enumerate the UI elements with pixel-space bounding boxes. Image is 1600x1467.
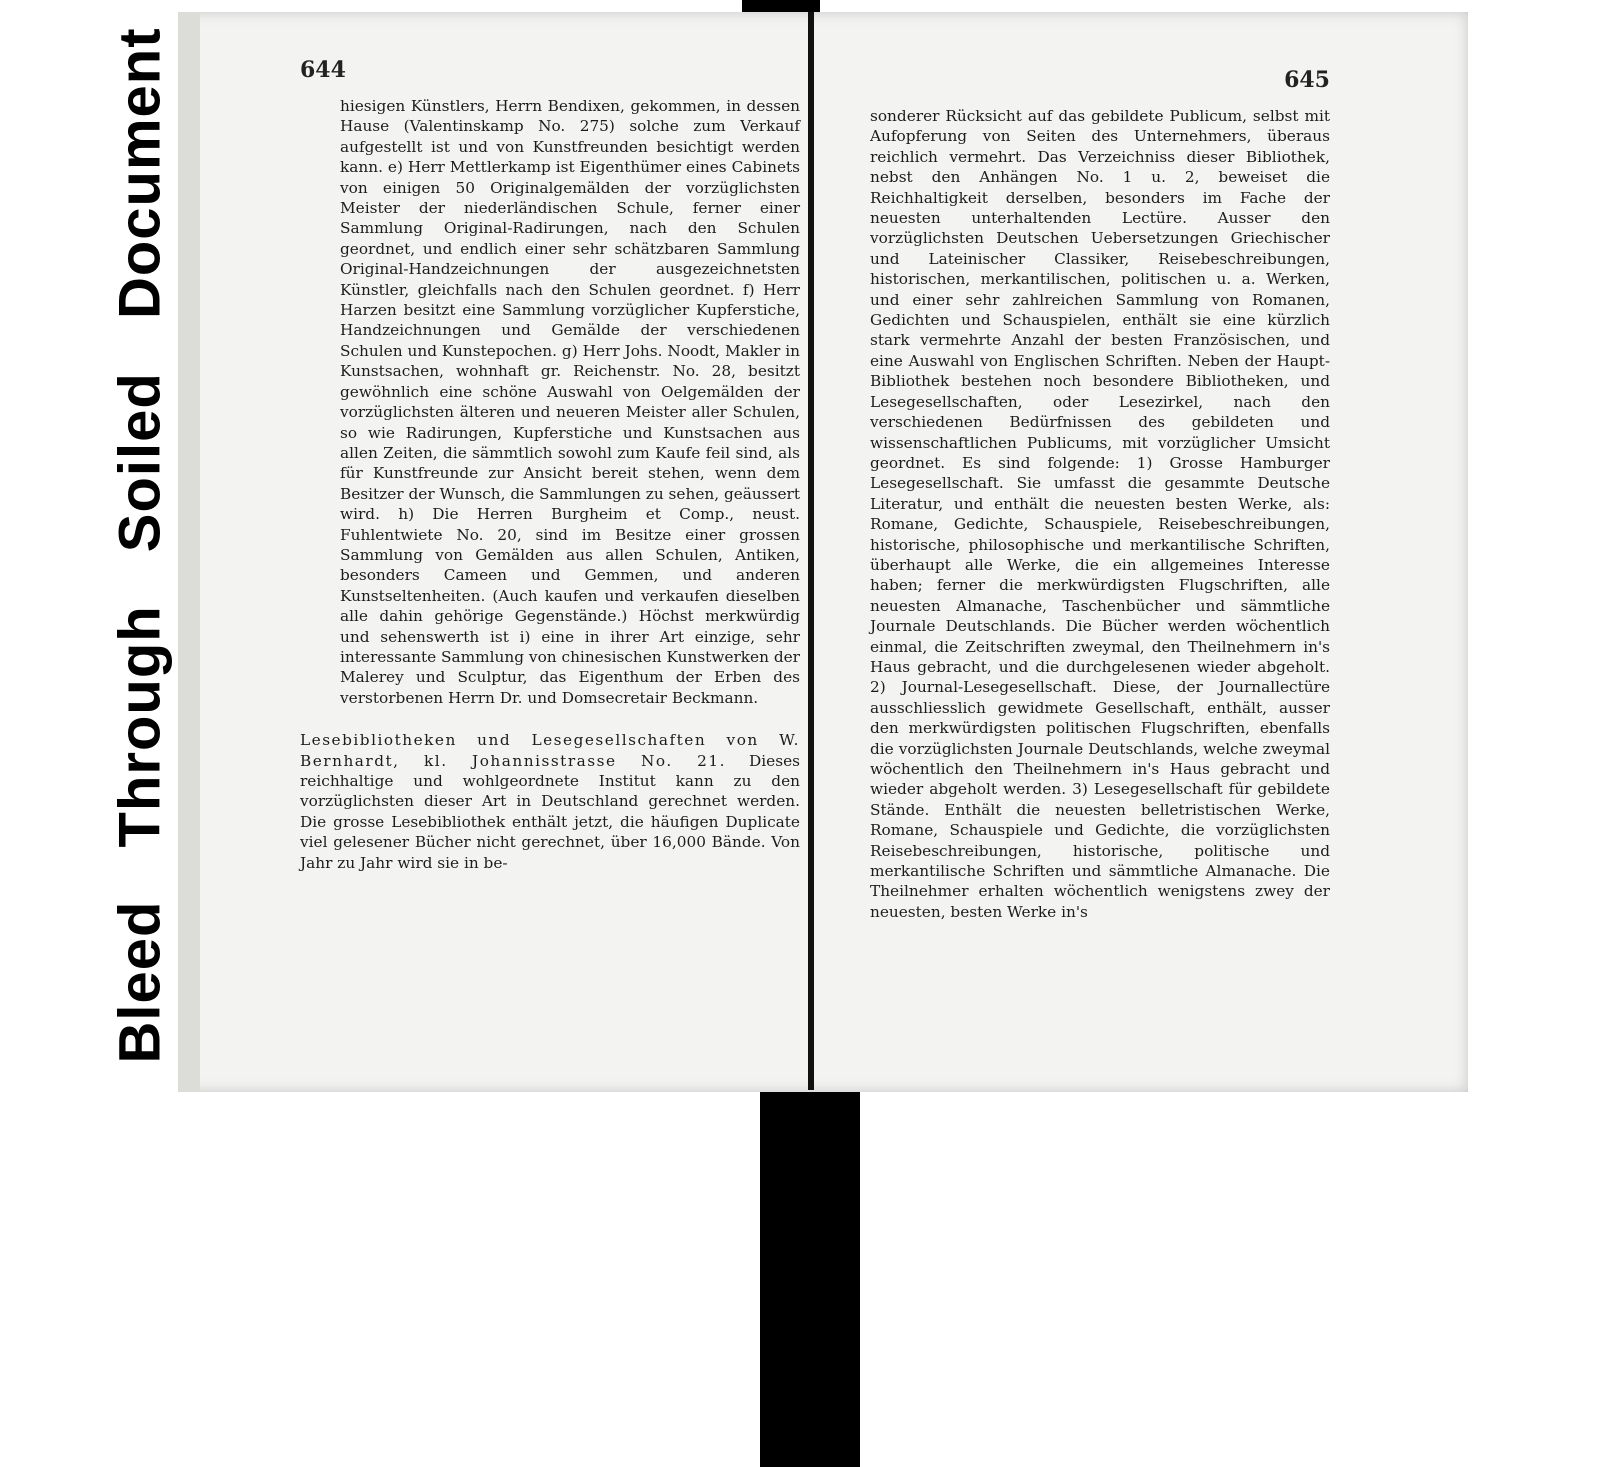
side-label-word-4: Document [107, 26, 173, 319]
side-label-word-1: Bleed [107, 900, 173, 1064]
section-heading: Lesebibliotheken und Lesegesellschaften von W. Bernhardt, kl. Johannisstrasse No. 21. [300, 731, 800, 770]
left-page-number: 644 [300, 57, 346, 83]
side-label-word-3: Soiled [107, 371, 173, 552]
right-page [870, 67, 1330, 922]
top-clamp-bar [742, 0, 820, 12]
page-edge [178, 12, 200, 1092]
side-label-text [107, 9, 174, 1081]
right-page-number: 645 [1284, 67, 1330, 93]
left-page [300, 57, 800, 888]
right-page-body: sonderer Rücksicht auf das gebildete Publicum, selbst mit Aufopferung von Seiten des Unternehmers, überaus reichlich vermehrt. Das Verzeichniss dieser Bibliothek, nebst den Anhängen No. 1 u. 2, beweiset die Reichhaltigkeit derselben, besonders im Fache der neuesten unterhaltenden Lectüre. Ausser den vorzüglichsten Deutschen Uebersetzungen Griechischer und Lateinischer Classiker, Reisebeschreibungen, historischen, merkantilischen, politischen u. a. Werken, und einer sehr zahlreichen Sammlung von Romanen, Gedichten und Schauspielen, enthält sie eine kürzlich stark vermehrte Anzahl der besten Französischen, und eine Auswahl von Englischen Schriften. Neben der Haupt-Bibliothek bestehen noch besondere Bibliotheken, und Lesegesellschaften, oder Lesezirkel, nach den verschiedenen Bedürfnissen des gebildeten und wissenschaftlichen Publicums, mit vorzüglicher Umsicht geordnet. Es sind folgende: 1) Grosse Hamburger Lesegesellschaft. Sie umfasst die gesammte Deutsche Literatur, und enthält die neuesten besten Werke, als: Romane, Gedichte, Schauspiele, Reisebeschreibungen, historische, philosophische und merkantilische Schriften, überhaupt alle Werke, die ein allgemeines Interesse haben; ferner die merkwürdigsten Flugschriften, alle neuesten Almanache, Taschenbücher und sämmtliche Journale Deutschlands. Die Bücher werden wöchentlich einmal, die Zeitschriften zweymal, den Theilnehmern in's Haus gebracht, und die durchgelesenen wieder abgeholt. 2) Journal-Lesegesellschaft. Diese, der Journallectüre ausschliesslich gewidmete Gesellschaft, enthält, ausser den merkwürdigsten politischen Flugschriften, ebenfalls die vorzüglichsten Journale Deutschlands, welche zweymal wöchentlich den Theilnehmern in's Haus gebracht und wieder abgeholt werden. 3) Lesegesellschaft für gebildete Stände. Enthält die neuesten belletristischen Werke, Romane, Schauspiele und Gedichte, die vorzüglichsten Reisebeschreibungen, historische, politische und merkantilische Schriften und sämmtliche Almanache. Die Theilnehmer erhalten wöchentlich wenigstens zwey der neuesten, besten Werke in's [870, 107, 1330, 921]
left-page-section [300, 730, 800, 873]
side-label-word-2: Through [107, 604, 173, 847]
section-body: Dieses reichhaltige und wohlgeordnete Institut kann zu den vorzüglichsten dieser Art in Deutschland gerechnet werden. Die grosse Lesebibliothek enthält jetzt, die häufigen Duplicate viel gelesener Bücher nicht gerechnet, über 16,000 Bände. Von Jahr zu Jahr wird sie in be- [300, 751, 800, 872]
left-page-body: hiesigen Künstlers, Herrn Bendixen, gekommen, in dessen Hause (Valentinskamp No. 275) solche zum Verkauf aufgestellt ist und von Kunstfreunden besichtigt werden kann. e) Herr Mettlerkamp ist Eigenthümer eines Cabinets von einigen 50 Originalgemälden der vorzüglichsten Meister der niederländischen Schule, ferner einer Sammlung Original-Radirungen, nach den Schulen geordnet, und endlich einer sehr schätzbaren Sammlung Original-Handzeichnungen der ausgezeichnetsten Künstler, gleichfalls nach den Schulen geordnet. f) Herr Harzen besitzt eine Sammlung vorzüglicher Kupferstiche, Handzeichnungen und Gemälde der verschiedenen Schulen und Kunstepochen. g) Herr Johs. Noodt, Makler in Kunstsachen, wohnhaft gr. Reichenstr. No. 28, besitzt gewöhnlich eine schöne Auswahl von Oelgemälden der vorzüglichsten älteren und neueren Meister aller Schulen, so wie Radirungen, Kupferstiche und Kunstsachen aus allen Zeiten, die sämmtlich sowohl zum Kaufe feil sind, als für Kunstfreunde zur Ansicht bereit stehen, wenn dem Besitzer der Wunsch, die Sammlungen zu sehen, geäussert wird. h) Die Herren Burgheim et Comp., neust. Fuhlentwiete No. 20, sind im Besitze einer grossen Sammlung von Gemälden aus allen Schulen, Antiken, besonders Cameen und Gemmen, und anderen Kunstseltenheiten. (Auch kaufen und verkaufen dieselben alle dahin gehörige Gegenstände.) Höchst merkwürdig und sehenswerth ist i) eine in ihrer Art einzige, sehr interessante Sammlung von chinesischen Kunstwerken der Malerey und Sculptur, das Eigenthum der Erben des verstorbenen Herrn Dr. und Domsecretair Beckmann. [340, 97, 800, 707]
bottom-clamp-bar [760, 1092, 860, 1467]
book-gutter [808, 12, 814, 1090]
side-label [95, 26, 185, 1064]
